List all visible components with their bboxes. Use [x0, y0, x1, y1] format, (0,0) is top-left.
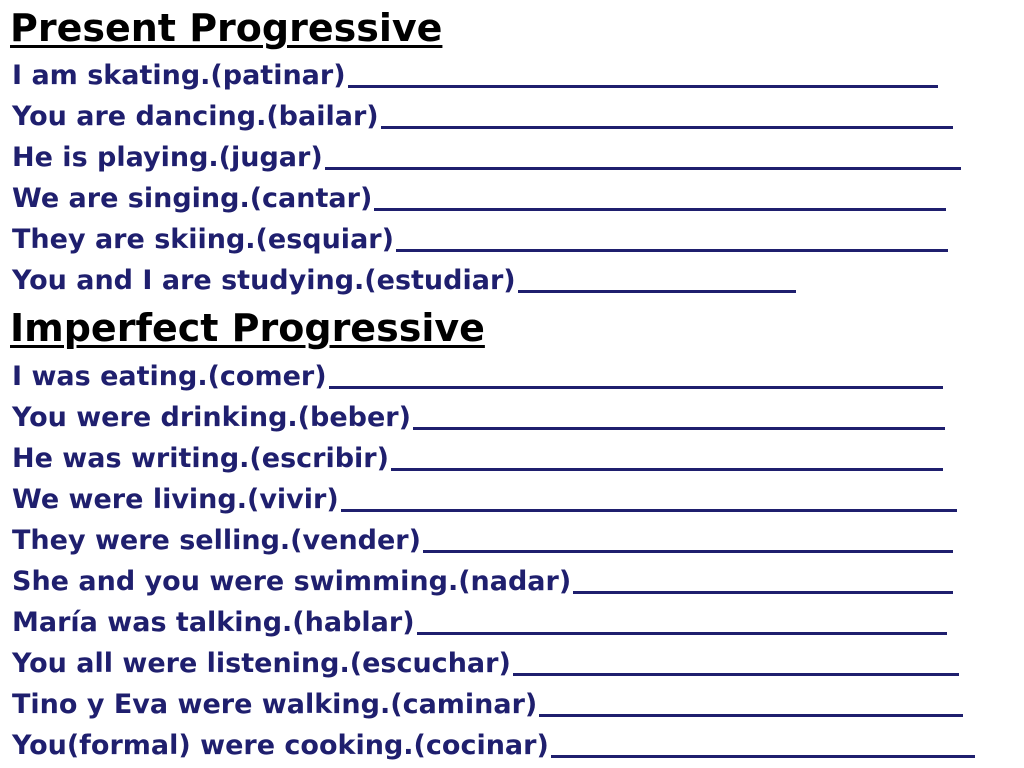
exercise-prompt: You all were listening.(escuchar) — [12, 648, 511, 679]
exercise-line — [12, 605, 947, 639]
exercise-line — [12, 58, 938, 92]
exercise-prompt: He is playing.(jugar) — [12, 142, 323, 173]
answer-blank[interactable] — [573, 587, 953, 594]
exercise-prompt: You were drinking.(beber) — [12, 402, 411, 433]
exercise-prompt: They are skiing.(esquiar) — [12, 224, 394, 255]
exercise-line — [12, 441, 943, 475]
exercise-line — [12, 564, 953, 598]
exercise-line — [12, 359, 943, 393]
exercise-prompt: You are dancing.(bailar) — [12, 101, 379, 132]
exercise-line — [12, 181, 946, 215]
exercise-prompt: María was talking.(hablar) — [12, 607, 415, 638]
exercise-line — [12, 523, 953, 557]
exercise-prompt: We are singing.(cantar) — [12, 183, 373, 214]
exercise-prompt: He was writing.(escribir) — [12, 443, 389, 474]
exercise-prompt: She and you were swimming.(nadar) — [12, 566, 572, 597]
exercise-line — [12, 646, 959, 680]
exercise-prompt: We were living.(vivir) — [12, 484, 339, 515]
present-progressive-heading: Present Progressive — [10, 6, 443, 50]
answer-blank[interactable] — [413, 423, 945, 430]
exercise-line — [12, 400, 945, 434]
exercise-prompt: You and I are studying.(estudiar) — [12, 265, 516, 296]
answer-blank[interactable] — [551, 751, 975, 758]
exercise-line — [12, 482, 957, 516]
answer-blank[interactable] — [348, 81, 938, 88]
exercise-line — [12, 687, 963, 721]
answer-blank[interactable] — [341, 505, 957, 512]
exercise-prompt: You(formal) were cooking.(cocinar) — [12, 730, 549, 761]
answer-blank[interactable] — [539, 710, 963, 717]
answer-blank[interactable] — [513, 669, 959, 676]
exercise-line — [12, 263, 796, 297]
answer-blank[interactable] — [396, 245, 948, 252]
answer-blank[interactable] — [518, 286, 796, 293]
answer-blank[interactable] — [417, 628, 947, 635]
exercise-prompt: I am skating.(patinar) — [12, 60, 346, 91]
answer-blank[interactable] — [391, 464, 943, 471]
exercise-prompt: They were selling.(vender) — [12, 525, 421, 556]
answer-blank[interactable] — [381, 122, 953, 129]
exercise-line — [12, 728, 975, 762]
answer-blank[interactable] — [374, 204, 946, 211]
exercise-line — [12, 222, 948, 256]
answer-blank[interactable] — [329, 382, 943, 389]
exercise-line — [12, 140, 961, 174]
answer-blank[interactable] — [325, 163, 961, 170]
exercise-line — [12, 99, 953, 133]
imperfect-progressive-heading: Imperfect Progressive — [10, 306, 485, 350]
exercise-prompt: Tino y Eva were walking.(caminar) — [12, 689, 538, 720]
exercise-prompt: I was eating.(comer) — [12, 361, 327, 392]
answer-blank[interactable] — [423, 546, 953, 553]
